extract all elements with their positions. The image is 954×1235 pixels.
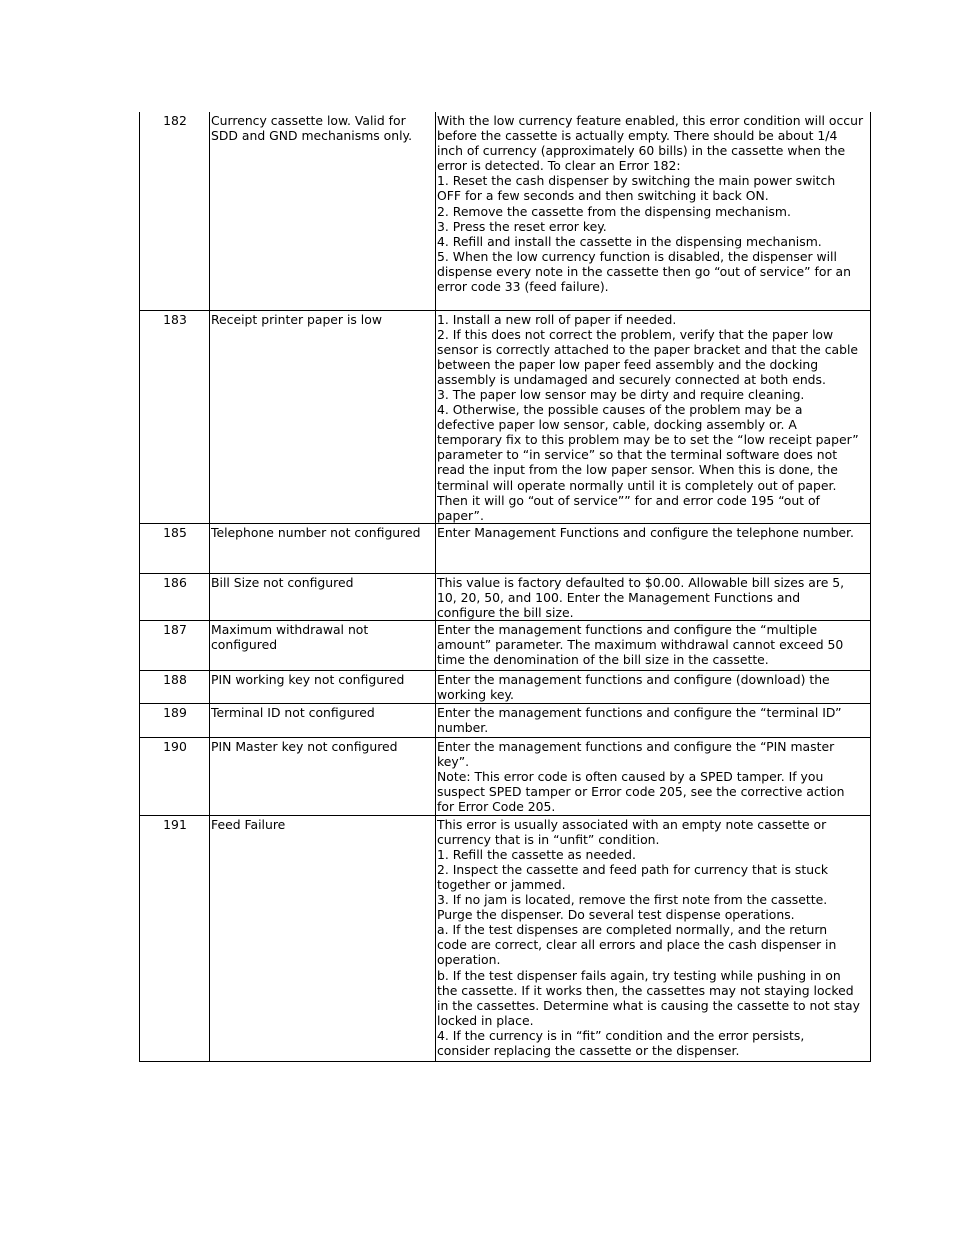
table-row xyxy=(140,112,871,310)
action-line: inch of currency (approximately 60 bills) in the cassette when the xyxy=(437,143,846,159)
error-description-cell xyxy=(210,815,436,1061)
action-line: time the denomination of the bill size in the cassette. xyxy=(437,652,769,668)
corrective-action-cell xyxy=(436,112,871,310)
action-line: defective paper low sensor, cable, docking assembly or. A xyxy=(437,417,797,433)
action-line: in the cassettes. Determine what is causing the cassette to not stay xyxy=(437,997,860,1013)
error-code-table xyxy=(139,112,871,1062)
action-line: b. If the test dispenser fails again, try testing while pushing in on xyxy=(437,967,841,983)
error-code-cell: 191 xyxy=(140,815,210,1061)
action-line: 1. Refill the cassette as needed. xyxy=(437,846,636,862)
action-line: dispense every note in the cassette then go “out of service” for an xyxy=(437,263,851,279)
error-code-cell: 188 xyxy=(140,671,210,704)
action-line: error is detected. To clear an Error 182: xyxy=(437,158,681,174)
action-line: 5. When the low currency function is disabled, the dispenser will xyxy=(437,248,837,264)
action-line: before the cassette is actually empty. There should be about 1/4 xyxy=(437,128,838,144)
action-line: Then it will go “out of service”” for and error code 195 “out of xyxy=(437,492,820,508)
action-line: a. If the test dispenses are completed normally, and the return xyxy=(437,922,828,938)
action-line: locked in place. xyxy=(437,1012,534,1028)
action-line: Enter the management functions and configure the “terminal ID” xyxy=(437,705,842,721)
table-row xyxy=(140,738,871,815)
corrective-action-cell xyxy=(436,815,871,1061)
action-line: Enter the management functions and configure the “multiple xyxy=(437,622,818,638)
action-line: suspect SPED tamper or Error code 205, see the corrective action xyxy=(437,784,845,800)
action-line: terminal will operate normally until it is completely out of paper. xyxy=(437,477,837,493)
corrective-action-cell xyxy=(436,310,871,523)
error-description-cell xyxy=(210,621,436,671)
corrective-action-cell xyxy=(436,621,871,671)
error-code-cell: 183 xyxy=(140,310,210,523)
error-description-cell xyxy=(210,310,436,523)
action-line: number. xyxy=(437,720,489,736)
action-line: Enter the management functions and configure the “PIN master xyxy=(437,739,835,755)
action-line: 2. Inspect the cassette and feed path for currency that is stuck xyxy=(437,861,829,877)
action-line: 3. The paper low sensor may be dirty and require cleaning. xyxy=(437,386,805,402)
table-row xyxy=(140,573,871,620)
action-line: This value is factory defaulted to $0.00. Allowable bill sizes are 5, xyxy=(437,574,845,590)
action-line: key”. xyxy=(437,754,470,770)
description-line: Feed Failure xyxy=(211,816,286,832)
description-line: Telephone number not configured xyxy=(211,524,421,540)
action-line: amount” parameter. The maximum withdrawal cannot exceed 50 xyxy=(437,637,844,653)
error-code-cell: 186 xyxy=(140,573,210,620)
action-line: between the paper low paper feed assembly and the docking xyxy=(437,356,819,372)
action-line: code are correct, clear all errors and place the cash dispenser in xyxy=(437,937,837,953)
description-line: Terminal ID not configured xyxy=(211,705,375,721)
action-line: paper”. xyxy=(437,507,484,523)
error-description-cell xyxy=(210,573,436,620)
action-line: Enter Management Functions and configure the telephone number. xyxy=(437,524,854,540)
action-line: 4. Otherwise, the possible causes of the problem may be a xyxy=(437,402,803,418)
error-code-cell: 189 xyxy=(140,704,210,738)
description-line: PIN working key not configured xyxy=(211,672,405,688)
table-row xyxy=(140,523,871,573)
error-description-cell xyxy=(210,112,436,310)
error-description-cell xyxy=(210,671,436,704)
action-line: currency that is in “unfit” condition. xyxy=(437,831,660,847)
description-line: Maximum withdrawal not xyxy=(211,622,369,638)
description-line: Currency cassette low. Valid for xyxy=(211,113,406,128)
action-line: error code 33 (feed failure). xyxy=(437,279,609,295)
action-line: together or jammed. xyxy=(437,876,566,892)
action-line: Purge the dispenser. Do several test dispense operations. xyxy=(437,907,795,923)
action-line: OFF for a few seconds and then switching it back ON. xyxy=(437,188,769,204)
table-row xyxy=(140,310,871,523)
action-line: 2. If this does not correct the problem, verify that the paper low xyxy=(437,326,834,342)
action-line: 4. If the currency is in “fit” condition and the error persists, xyxy=(437,1027,805,1043)
description-line: configured xyxy=(211,637,278,653)
action-line: 10, 20, 50, and 100. Enter the Management Functions and xyxy=(437,589,801,605)
corrective-action-cell xyxy=(436,573,871,620)
corrective-action-cell xyxy=(436,738,871,815)
action-line: configure the bill size. xyxy=(437,605,574,620)
action-line: With the low currency feature enabled, this error condition will occur xyxy=(437,113,864,128)
table-row xyxy=(140,704,871,738)
action-line: operation. xyxy=(437,952,501,968)
action-line: 1. Reset the cash dispenser by switching the main power switch xyxy=(437,173,836,189)
action-line: Note: This error code is often caused by a SPED tamper. If you xyxy=(437,769,824,785)
action-line: 3. If no jam is located, remove the first note from the cassette. xyxy=(437,892,828,908)
corrective-action-cell xyxy=(436,704,871,738)
error-code-cell: 185 xyxy=(140,523,210,573)
action-line: assembly is undamaged and securely connected at both ends. xyxy=(437,371,826,387)
action-line: temporary fix to this problem may be to set the “low receipt paper” xyxy=(437,432,859,448)
action-line: This error is usually associated with an empty note cassette or xyxy=(437,816,827,832)
error-code-cell: 182 xyxy=(140,112,210,310)
action-line: the cassette. If it works then, the cassettes may not staying locked xyxy=(437,982,854,998)
error-description-cell xyxy=(210,738,436,815)
description-line: Receipt printer paper is low xyxy=(211,311,382,327)
action-line: for Error Code 205. xyxy=(437,799,556,815)
action-line: 1. Install a new roll of paper if needed. xyxy=(437,311,677,327)
description-line: SDD and GND mechanisms only. xyxy=(211,128,413,144)
action-line: 2. Remove the cassette from the dispensing mechanism. xyxy=(437,203,791,219)
action-line: sensor is correctly attached to the paper bracket and that the cable xyxy=(437,341,859,357)
error-code-cell: 187 xyxy=(140,621,210,671)
error-description-cell xyxy=(210,523,436,573)
error-code-cell: 190 xyxy=(140,738,210,815)
corrective-action-cell xyxy=(436,523,871,573)
action-line: Enter the management functions and configure (download) the xyxy=(437,672,830,688)
action-line: read the input from the low paper sensor. When this is done, the xyxy=(437,462,838,478)
action-line: 4. Refill and install the cassette in the dispensing mechanism. xyxy=(437,233,822,249)
description-line: PIN Master key not configured xyxy=(211,739,398,755)
table-row xyxy=(140,815,871,1061)
table-row xyxy=(140,671,871,704)
action-line: 3. Press the reset error key. xyxy=(437,218,607,234)
action-line: parameter to “in service” so that the terminal software does not xyxy=(437,447,838,463)
description-line: Bill Size not configured xyxy=(211,574,354,590)
corrective-action-cell xyxy=(436,671,871,704)
error-description-cell xyxy=(210,704,436,738)
action-line: consider replacing the cassette or the dispenser. xyxy=(437,1042,740,1058)
action-line: working key. xyxy=(437,687,514,703)
table-row xyxy=(140,621,871,671)
